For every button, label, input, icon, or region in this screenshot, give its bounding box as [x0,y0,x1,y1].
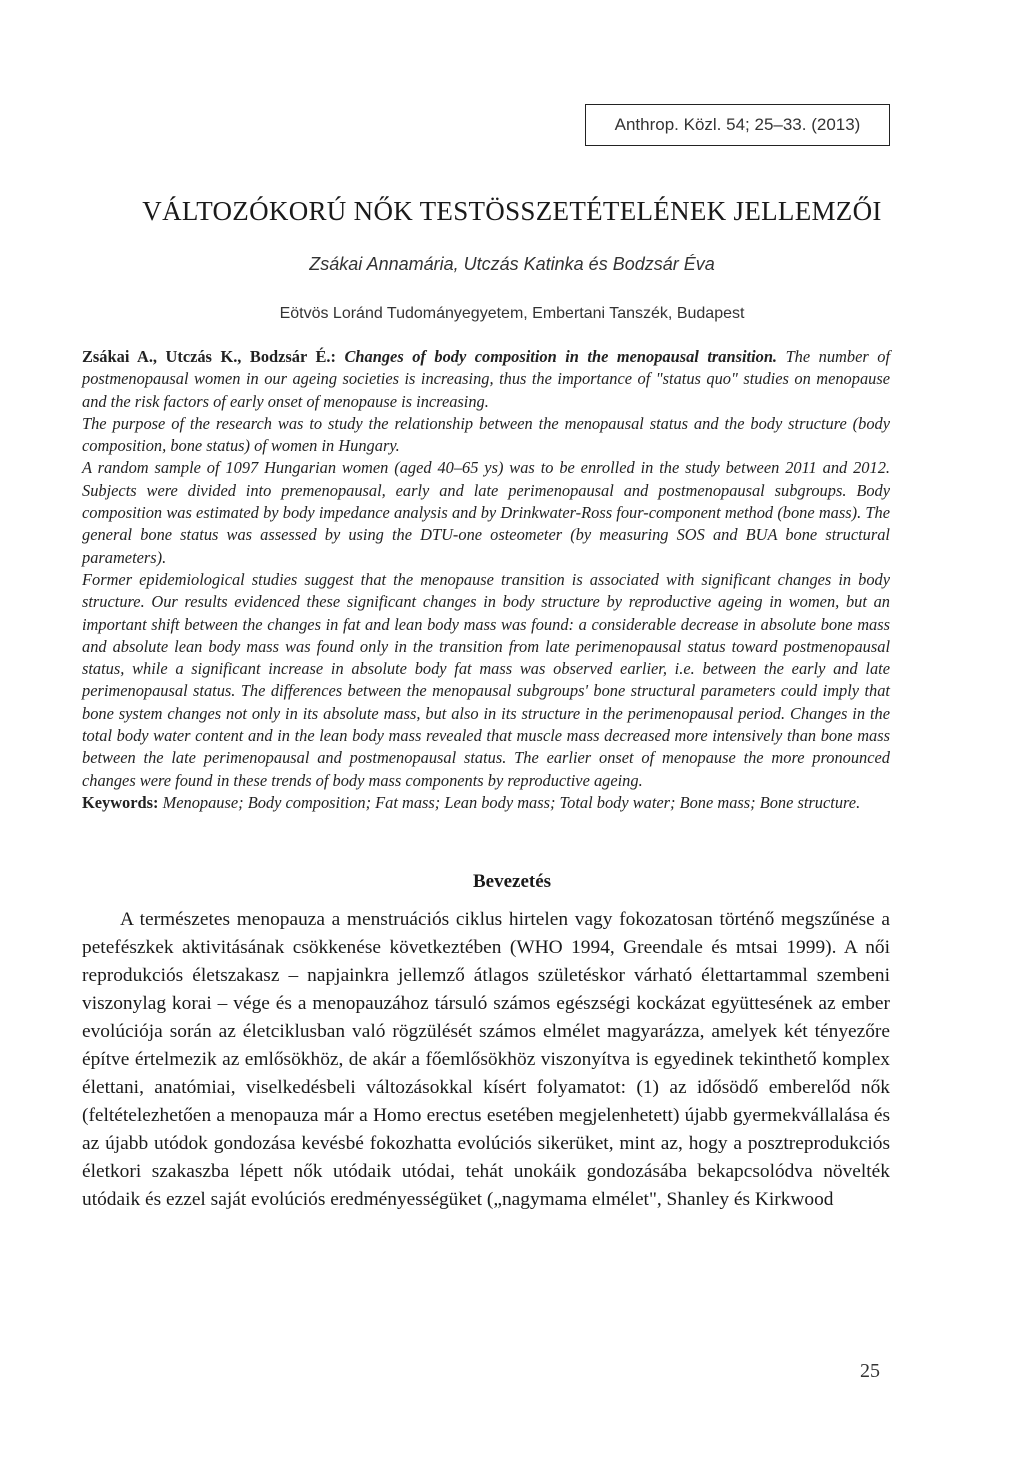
article-title: VÁLTOZÓKORÚ NŐK TESTÖSSZETÉTELÉNEK JELLEMZŐI [142,196,882,226]
keywords-list: Menopause; Body composition; Fat mass; Lean body mass; Total body water; Bone mass; Bone structure. [162,792,861,812]
keywords [82,792,890,814]
abstract-ref-title: Changes of body composition in the menopausal transition. [344,347,778,366]
page-number: 25 [860,1360,880,1382]
citation-box: Anthrop. Közl. 54; 25–33. (2013) [585,104,890,146]
abstract [82,346,890,814]
abstract-paragraph-2: The purpose of the research was to study the relationship between the menopausal status and the body structure (body composition, bone status) of women in Hungary. [82,413,890,456]
introduction-paragraph: A természetes menopauza a menstruációs ciklus hirtelen vagy fokozatosan történő megszűnése a petefészkek aktivitásának csökkenése következtében (WHO 1994, Greendale és mtsai 1999). A női reprodukciós életszakasz – napjainkra jellemző átlagos születéskor várható élettartammal szembeni viszonylag korai – vége és a menopauzához társuló számos egészségi kockázat együttesének az ember evolúciója során az életciklusban való rögzülését számos elmélet magyarázza, amelyek két tényezőre építve értelmezik az emlősökhöz, de akár a főemlősökhöz viszonyítva is egyedinek tekinthető komplex élettani, anatómiai, viselkedésbeli változásokkal kísért folyamatot: (1) az idősödő emberelőd nők (feltételezhetően a menopauza már a Homo erectus esetében megjelenhetett) újabb gyermekvállalása és az újabb utódok gondozása kevésbé fokozhatta evolúciós sikerüket, mint az, hogy a posztreprodukciós életkori szakaszba lépett nők utódaik utódai, tehát unokáik gondozásába bekapcsolódva növelték utódaik és ezzel saját evolúciós eredményességüket („nagymama elmélet", Shanley és Kirkwood [82,909,890,1210]
affiliation: Eötvös Loránd Tudományegyetem, Embertani Tanszék, Budapest [279,305,745,322]
section-heading-introduction: Bevezetés [472,871,552,892]
abstract-paragraph-1: The number of postmenopausal women in our ageing societies is increasing, thus the importance of "status quo" studies on menopause and the risk factors of early onset of menopause is increasing. [82,347,890,411]
abstract-paragraph-4: Former epidemiological studies suggest that the menopause transition is associated with significant changes in body structure. Our results evidenced these significant changes in body structure by reproductive ageing in women, but an important shift between the changes in fat and lean body mass was found: a considerable decrease in absolute bone mass and absolute lean body mass was found only in the transition from late perimenopausal status toward postmenopausal status, while a significant increase in absolute body fat mass was observed earlier, i.e. between the early and late perimenopausal status. The differences between the menopausal subgroups' bone structural parameters could imply that bone system changes not only in its absolute mass, but also in its structure in the perimenopausal period. Changes in the total body water content and in the lean body mass revealed that muscle mass decreased more intensively than bone mass between the late perimenopausal and postmenopausal status. The earlier onset of menopause the more pronounced changes were found in these trends of body mass components by reproductive ageing. [82,569,890,790]
abstract-ref-authors: Zsákai A., Utczás K., Bodzsár É.: [82,347,345,366]
abstract-paragraph-3: A random sample of 1097 Hungarian women (aged 40–65 ys) was to be enrolled in the study between 2011 and 2012. Subjects were divided into premenopausal, early and late perimenopausal and postmenopausal subgroups. Body composition was estimated by body impedance analysis and by Drinkwater-Ross four-component method (bone mass). The general bone status was assessed by using the DTU-one osteometer (by measuring SOS and BUA bone structural parameters). [82,458,890,567]
abstract-reference [82,346,890,413]
authors: Zsákai Annamária, Utczás Katinka és Bodzsár Éva [309,254,715,274]
keywords-label: Keywords: [82,792,163,812]
